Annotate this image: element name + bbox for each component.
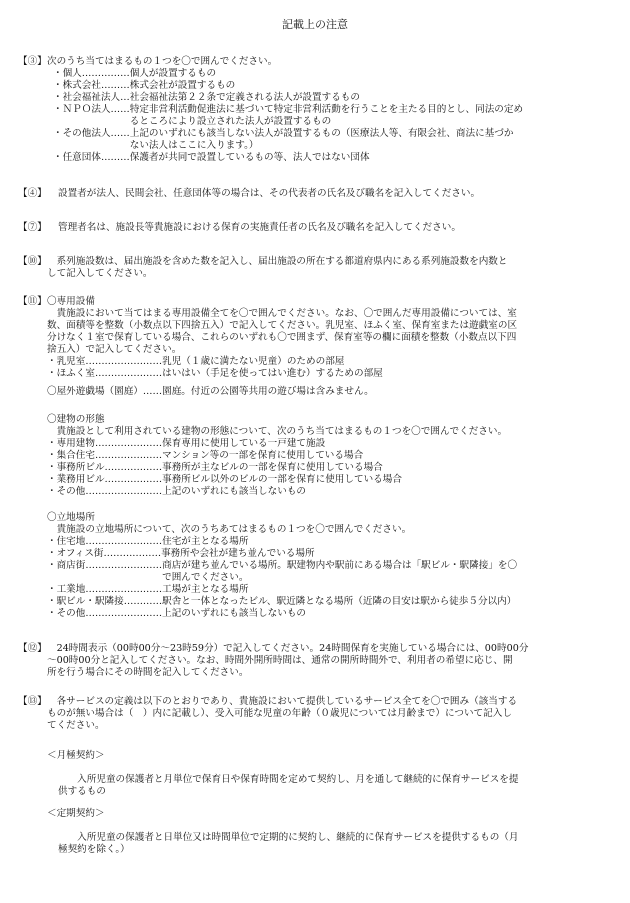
paragraph-line: 捨五入）で記入してください。 [47, 344, 182, 355]
section-7-body [58, 222, 461, 234]
list-item: ・乳児室……………………乳児（１歳に満たない児童）のための部屋 [47, 356, 345, 367]
paragraph-line: 分けなく１室で保育している場合、これらのいずれも〇で囲まず、保育室等の欄に面積を整数（小数点以下四 [47, 332, 517, 343]
subsection-heading: 〇専用設備 [47, 296, 95, 307]
subsection-heading: 〇建物の形態 [47, 414, 105, 425]
section-11-building-type [47, 414, 507, 498]
monthly-contract-text [58, 774, 519, 798]
section-3-body [47, 56, 523, 164]
section-11-tag: 【⑪】 [18, 296, 47, 307]
section-12-line: ～00時00分と記入してください。なお、時間外開所時間は、通常の開所時間外で、利用者の希望に応じ、開 [47, 655, 513, 666]
list-item: ・住宅地……………………住宅が主となる場所 [47, 536, 249, 547]
section-13-line: てください。 [47, 720, 105, 731]
list-item: ・その他……………………上記のいずれにも該当しないもの [47, 608, 307, 619]
paragraph-line: 入所児童の保護者と月単位で保育日や保育時間を定めて契約し、月を通して継続的に保育サービスを提 [58, 774, 519, 785]
paragraph-line: 貴施設の立地場所について、次のうちあてはまるもの１つを〇で囲んでください。 [47, 524, 412, 535]
list-item: ・任意団体………保護者が共同で設置しているもの等、法人ではない団体 [53, 152, 370, 163]
monthly-contract-heading [47, 750, 105, 762]
list-item: ・その他法人……上記のいずれにも該当しない法人が設置するもの（医療法人等、有限会社、商法に基づか [53, 128, 514, 139]
section-11-outdoor-playground [47, 386, 374, 398]
subsection-heading: ＜月極契約＞ [47, 750, 105, 761]
section-7-text: 管理者名は、施設長等貴施設における保育の実施責任者の氏名及び職名を記入してください。 [58, 222, 461, 233]
section-4-text: 設置者が法人、民間会社、任意団体等の場合は、その代表者の氏名及び職名を記入してください。 [58, 188, 481, 199]
paragraph-line: 数、面積等を整数（小数点以下四捨五入）で記入してください。乳児室、ほふく室、保育室または遊戯室の区 [47, 320, 518, 331]
section-13-line: 各サービスの定義は以下のとおりであり、貴施設において提供しているサービス全てを〇で囲み（該当する [47, 696, 518, 707]
page-title: 記載上の注意 [282, 18, 348, 31]
list-item: ない法人はここに入ります。） [53, 140, 259, 151]
list-item: ・その他……………………上記のいずれにも該当しないもの [47, 486, 307, 497]
subsection-heading: 〇屋外遊戯場（園庭）……園庭。付近の公園等共用の遊び場は含みません。 [47, 386, 374, 397]
section-3-heading: 次のうち当てはまるもの１つを〇で囲んでください。 [47, 56, 278, 67]
section-10-tag: 【⑩】 [18, 256, 47, 267]
paragraph-line: 極契約を除く。） [58, 844, 130, 855]
section-10-line: して記入してください。 [47, 268, 153, 279]
list-item: ・株式会社………株式会社が設置するもの [53, 80, 236, 91]
list-item: ・社会福祉法人…社会福祉法第２２条で定義される法人が設置するもの [53, 92, 360, 103]
periodic-contract-text [58, 832, 519, 856]
list-item: ・商店街……………………商店が建ち並んでいる場所。駅建物内や駅前にある場合は「駅ビル・駅隣接」を〇 [47, 560, 518, 571]
subsection-heading: 〇立地場所 [47, 512, 95, 523]
section-3-tag: 【③】 [18, 56, 47, 67]
section-12-line: 所を行う場合にその時間を記入してください。 [47, 667, 249, 678]
section-11-location [47, 512, 517, 620]
paragraph-line: 貴施設として利用されている建物の形態について、次のうち当てはまるもの１つを〇で囲んでください。 [47, 426, 508, 437]
list-item: ・個人……………個人が設置するもの [53, 68, 217, 79]
list-item: ・事務所ビル………………事務所が主なビルの一部を保育に使用している場合 [47, 462, 383, 473]
section-13-tag: 【⑬】 [18, 696, 47, 707]
list-item: るところにより設立された法人が設置するもの [53, 116, 332, 127]
list-item: ・集合住宅…………………マンション等の一部を保育に使用している場合 [47, 450, 364, 461]
section-12-body [47, 643, 528, 679]
section-13-body [47, 696, 517, 732]
section-10-body [47, 256, 508, 280]
list-item: ・オフィス街………………事務所や会社が建ち並んでいる場所 [47, 548, 315, 559]
section-12-line: 24時間表示（00時00分～23時59分）で記入してください。24時間保育を実施している場合には、00時00分 [47, 643, 529, 654]
list-item: ・工業地……………………工場が主となる場所 [47, 584, 249, 595]
periodic-contract-heading [47, 808, 105, 820]
list-item: ・専用建物…………………保育専用に使用している一戸建て施設 [47, 438, 326, 449]
paragraph-line: 供するもの [58, 786, 106, 797]
subsection-heading: ＜定期契約＞ [47, 808, 105, 819]
section-10-line: 系列施設数は、届出施設を含めた数を記入し、届出施設の所在する都道府県内にある系列施設数を内数と [47, 256, 508, 267]
section-7-tag: 【⑦】 [18, 222, 47, 233]
paragraph-line: 入所児童の保護者と日単位又は時間単位で定期的に契約し、継続的に保育サービスを提供するもの（月 [58, 832, 519, 843]
list-item: ・ＮＰＯ法人……特定非営利活動促進法に基づいて特定非営利活動を行うことを主たる目的とし、同法の定め [53, 104, 524, 115]
section-12-tag: 【⑫】 [18, 643, 47, 654]
section-4-tag: 【④】 [18, 188, 47, 199]
list-item: ・ほふく室…………………はいはい（手足を使ってはい進む）するための部屋 [47, 368, 383, 379]
list-item: ・業務用ビル………………事務所ビル以外のビルの一部を保育に使用している場合 [47, 474, 402, 485]
section-11-dedicated-facilities [47, 296, 517, 380]
list-item: で囲んでください。 [47, 572, 249, 583]
list-item: ・駅ビル・駅隣接…………駅舎と一体となったビル、駅近隣となる場所（近隣の目安は駅から徒歩５分以内） [47, 596, 517, 607]
section-4-body [58, 188, 480, 200]
section-13-line: ものが無い場合は（ ）内に記載し）、受入可能な児童の年齢（０歳児については月齢まで）について記入し [47, 708, 512, 719]
paragraph-line: 貴施設において当てはまる専用設備全てを〇で囲んでください。なお、〇で囲んだ専用設備については、室 [47, 308, 517, 319]
